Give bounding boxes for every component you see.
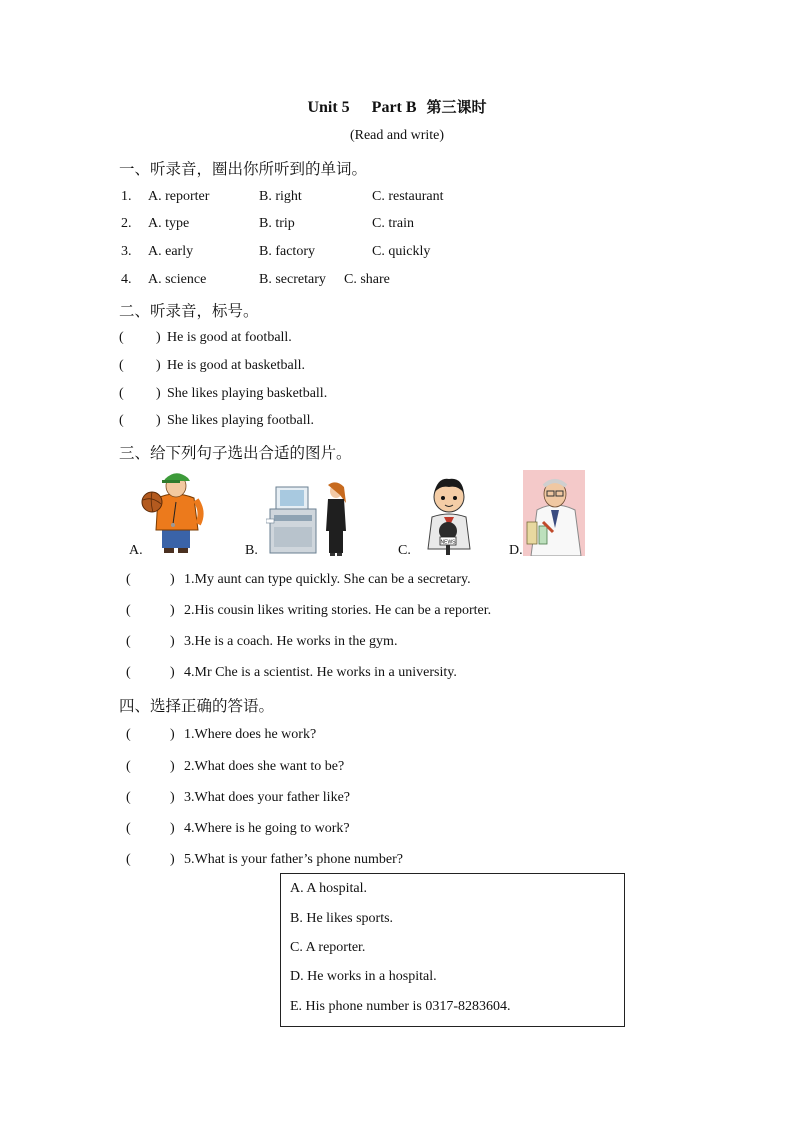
s2-item4-close-paren: ) — [156, 413, 161, 428]
picture-label-b: B. — [245, 543, 258, 558]
section2-title: 二、听录音，标号。 — [119, 303, 259, 320]
s4-item5-open-paren[interactable]: ( — [126, 852, 131, 867]
s1-row4-num: 4. — [121, 272, 132, 287]
picture-label-c: C. — [398, 543, 411, 558]
s2-item4-text: She likes playing football. — [167, 413, 314, 428]
section4-title: 四、选择正确的答语。 — [119, 698, 275, 715]
s1-row2-option-c: C. train — [372, 216, 414, 231]
s4-item1-open-paren[interactable]: ( — [126, 727, 131, 742]
page-title — [0, 96, 794, 117]
s1-row3-option-a: A. early — [148, 244, 194, 259]
s4-item5-text: 5.What is your father’s phone number? — [184, 852, 404, 867]
answer-option-d: D. He works in a hospital. — [290, 969, 437, 984]
s4-item2-close-paren: ) — [170, 759, 175, 774]
lesson-label: 第三课时 — [426, 100, 487, 116]
s3-item1-close-paren: ) — [170, 572, 175, 587]
s2-item2-open-paren[interactable]: ( — [119, 358, 124, 373]
section3-title: 三、给下列句子选出合适的图片。 — [119, 445, 352, 462]
s3-item2-text: 2.His cousin likes writing stories. He can be a reporter. — [184, 603, 492, 618]
news-label: NEWS — [440, 539, 456, 546]
coach-picture[interactable] — [140, 468, 208, 556]
s4-item4-text: 4.Where is he going to work? — [184, 821, 350, 836]
s2-item2-close-paren: ) — [156, 358, 161, 373]
part-label: Part B — [371, 99, 417, 116]
s4-item2-open-paren[interactable]: ( — [126, 759, 131, 774]
s2-item1-close-paren: ) — [156, 330, 161, 345]
answer-option-b: B. He likes sports. — [290, 911, 394, 926]
s1-row4-option-c: C. share — [344, 272, 390, 287]
answer-option-a: A. A hospital. — [290, 881, 368, 896]
s1-row2-option-b: B. trip — [259, 216, 295, 231]
scientist-picture[interactable] — [523, 470, 585, 556]
s2-item2-text: He is good at basketball. — [167, 358, 306, 373]
secretary-picture[interactable] — [266, 481, 350, 557]
s3-item3-text: 3.He is a coach. He works in the gym. — [184, 634, 398, 649]
s3-item2-close-paren: ) — [170, 603, 175, 618]
unit-label: Unit 5 — [307, 99, 350, 116]
picture-label-d: D. — [509, 543, 523, 558]
reporter-picture[interactable] — [418, 473, 480, 557]
s4-item3-close-paren: ) — [170, 790, 175, 805]
s3-item1-text: 1.My aunt can type quickly. She can be a secretary. — [184, 572, 471, 587]
s1-row1-option-c: C. restaurant — [372, 189, 444, 204]
answer-option-e: E. His phone number is 0317-8283604. — [290, 999, 511, 1014]
s1-row4-option-b: B. secretary — [259, 272, 326, 287]
answer-options-box — [280, 873, 625, 1027]
picture-label-a: A. — [129, 543, 143, 558]
s2-item3-text: She likes playing basketball. — [167, 386, 328, 401]
s2-item3-close-paren: ) — [156, 386, 161, 401]
s1-row2-num: 2. — [121, 216, 132, 231]
answer-option-c: C. A reporter. — [290, 940, 366, 955]
s3-item3-open-paren[interactable]: ( — [126, 634, 131, 649]
s4-item1-text: 1.Where does he work? — [184, 727, 317, 742]
s1-row4-option-a: A. science — [148, 272, 207, 287]
s1-row2-option-a: A. type — [148, 216, 190, 231]
s3-item1-open-paren[interactable]: ( — [126, 572, 131, 587]
s1-row3-option-c: C. quickly — [372, 244, 431, 259]
s1-row3-num: 3. — [121, 244, 132, 259]
s4-item3-open-paren[interactable]: ( — [126, 790, 131, 805]
s2-item1-open-paren[interactable]: ( — [119, 330, 124, 345]
page-subtitle: (Read and write) — [349, 128, 445, 143]
s3-item4-close-paren: ) — [170, 665, 175, 680]
s4-item5-close-paren: ) — [170, 852, 175, 867]
s4-item4-open-paren[interactable]: ( — [126, 821, 131, 836]
s2-item3-open-paren[interactable]: ( — [119, 386, 124, 401]
s4-item4-close-paren: ) — [170, 821, 175, 836]
s1-row1-option-b: B. right — [259, 189, 302, 204]
s3-item2-open-paren[interactable]: ( — [126, 603, 131, 618]
s2-item1-text: He is good at football. — [167, 330, 292, 345]
s4-item2-text: 2.What does she want to be? — [184, 759, 345, 774]
s3-item4-text: 4.Mr Che is a scientist. He works in a university. — [184, 665, 457, 680]
s4-item3-text: 3.What does your father like? — [184, 790, 350, 805]
s2-item4-open-paren[interactable]: ( — [119, 413, 124, 428]
s4-item1-close-paren: ) — [170, 727, 175, 742]
s1-row3-option-b: B. factory — [259, 244, 315, 259]
s1-row1-option-a: A. reporter — [148, 189, 210, 204]
s3-item3-close-paren: ) — [170, 634, 175, 649]
section1-title: 一、听录音，圈出你所听到的单词。 — [119, 161, 368, 178]
s1-row1-num: 1. — [121, 189, 132, 204]
s3-item4-open-paren[interactable]: ( — [126, 665, 131, 680]
